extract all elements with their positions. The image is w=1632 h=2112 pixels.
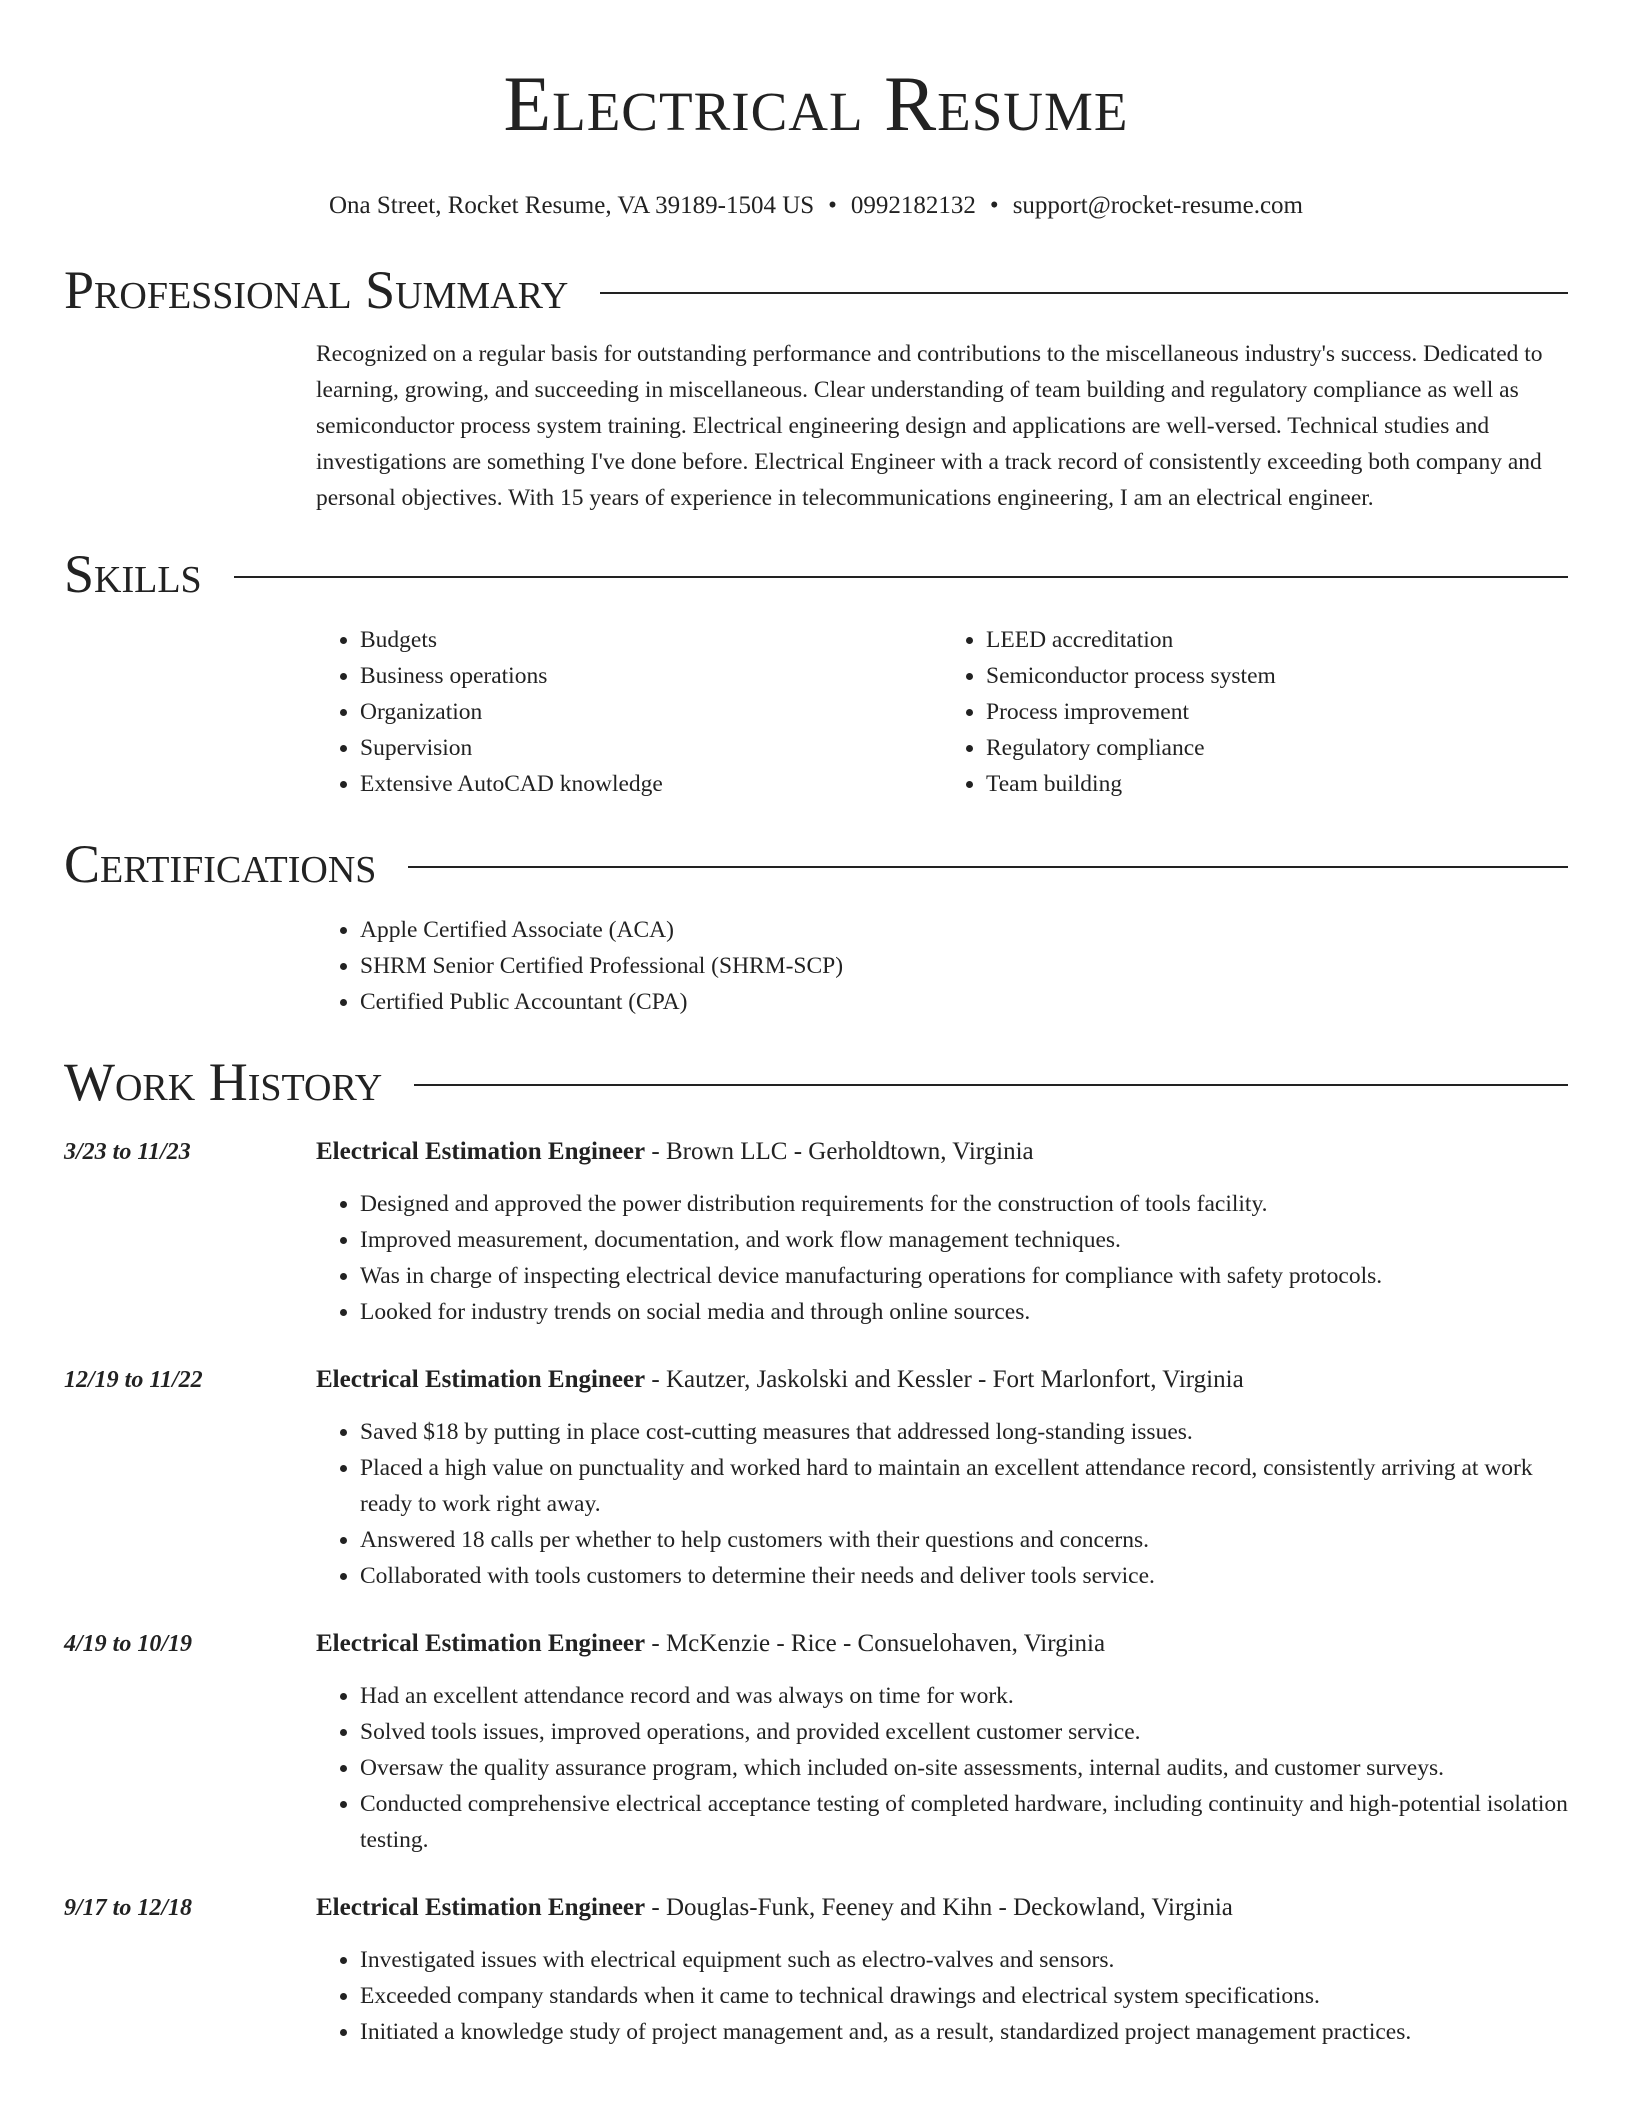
section-divider — [414, 1084, 1568, 1086]
contact-line — [64, 190, 1568, 222]
section-divider — [600, 292, 1568, 294]
summary-text: Recognized on a regular basis for outstanding performance and contributions to the miscellaneous industry's success. Dedicated to learning, growing, and succeeding in miscellaneous. Clear understanding of team building and regulatory compliance as well as semiconductor process system training. Electrical engineering design and applications are well-versed. Technical studies and investigations are something I've done before. Electrical Engineer with a track record of consistently exceeding both company and personal objectives. With 15 years of experience in telecommunications engineering, I am an electrical engineer. — [316, 341, 1543, 511]
skill-item: • Supervision — [360, 730, 942, 766]
section-divider — [234, 576, 1568, 578]
summary-section-header — [64, 258, 1568, 322]
work-section-header — [64, 1050, 1568, 1114]
job-bullet: • Exceeded company standards when it came to technical drawings and electrical system specifications. — [360, 1978, 1568, 2014]
skills-section-header — [64, 542, 1568, 606]
job-bullet: • Was in charge of inspecting electrical device manufacturing operations for compliance with safety protocols. — [360, 1258, 1568, 1294]
resume-name: Electrical Resume — [503, 60, 1129, 147]
job-bullet: • Improved measurement, documentation, and work flow management techniques. — [360, 1222, 1568, 1258]
job-bullet: • Conducted comprehensive electrical acceptance testing of completed hardware, including continuity and high-potential isolation testing. — [360, 1786, 1568, 1858]
contact-separator: • — [828, 192, 837, 219]
skill-item: • Regulatory compliance — [986, 730, 1568, 766]
skill-item: • Extensive AutoCAD knowledge — [360, 766, 942, 802]
job-title: Electrical Estimation Engineer — [316, 1138, 646, 1165]
skills-column-left — [316, 622, 942, 802]
skills-heading: Skills — [64, 544, 202, 604]
summary-section — [316, 336, 1568, 516]
job-bullets — [316, 1414, 1568, 1594]
job-title-line — [316, 1134, 1568, 1170]
job-title-line — [316, 1362, 1568, 1398]
job-bullet: • Saved $18 by putting in place cost-cutting measures that addressed long-standing issues. — [360, 1414, 1568, 1450]
job-title: Electrical Estimation Engineer — [316, 1630, 646, 1657]
skill-item: • LEED accreditation — [986, 622, 1568, 658]
certifications-list — [316, 912, 1568, 1020]
job-bullets — [316, 1678, 1568, 1858]
contact-address: Ona Street, Rocket Resume, VA 39189-1504 US — [329, 192, 815, 219]
job-bullet: • Designed and approved the power distribution requirements for the construction of tools facility. — [360, 1186, 1568, 1222]
contact-separator: • — [989, 192, 999, 219]
certifications-heading: Certifications — [64, 834, 377, 894]
skills-list — [316, 622, 1568, 802]
skill-item: • Organization — [360, 694, 942, 730]
job-entry — [64, 1626, 1568, 1858]
job-bullet: • Answered 18 calls per whether to help customers with their questions and concerns. — [360, 1522, 1568, 1558]
certification-item: • Certified Public Accountant (CPA) — [360, 984, 1568, 1020]
certification-item: • Apple Certified Associate (ACA) — [360, 912, 1568, 948]
job-company: - Brown LLC - Gerholdtown, Virginia — [645, 1138, 1034, 1165]
job-title-line — [316, 1890, 1568, 1926]
skill-item: • Business operations — [360, 658, 942, 694]
job-dates: 3/23 to 11/23 — [64, 1139, 191, 1165]
job-title-line — [316, 1626, 1568, 1662]
skill-item: • Semiconductor process system — [986, 658, 1568, 694]
job-entry — [64, 1362, 1568, 1594]
contact-phone: 0992182132 — [850, 192, 976, 219]
summary-heading: Professional Summary — [64, 260, 569, 320]
skill-item: • Process improvement — [986, 694, 1568, 730]
job-dates: 4/19 to 10/19 — [64, 1631, 193, 1657]
job-dates: 9/17 to 12/18 — [64, 1895, 193, 1921]
job-bullet: • Solved tools issues, improved operations, and provided excellent customer service. — [360, 1714, 1568, 1750]
job-bullet: • Looked for industry trends on social media and through online sources. — [360, 1294, 1568, 1330]
job-bullet: • Collaborated with tools customers to determine their needs and deliver tools service. — [360, 1558, 1568, 1594]
section-divider — [408, 866, 1568, 868]
job-bullets — [316, 1186, 1568, 1330]
job-company: - Douglas-Funk, Feeney and Kihn - Deckowland, Virginia — [645, 1894, 1233, 1921]
skill-item: • Budgets — [360, 622, 942, 658]
contact-email: support@rocket-resume.com — [1012, 192, 1303, 219]
job-bullet: • Investigated issues with electrical equipment such as electro-valves and sensors. — [360, 1942, 1568, 1978]
job-bullets — [316, 1942, 1568, 2050]
job-dates: 12/19 to 11/22 — [64, 1367, 203, 1393]
job-company: - McKenzie - Rice - Consuelohaven, Virginia — [645, 1630, 1106, 1657]
job-company: - Kautzer, Jaskolski and Kessler - Fort Marlonfort, Virginia — [645, 1366, 1244, 1393]
job-bullet: • Placed a high value on punctuality and worked hard to maintain an excellent attendance record, consistently arriving at work ready to work right away. — [360, 1450, 1568, 1522]
job-entry — [64, 1134, 1568, 1330]
job-entry — [64, 1890, 1568, 2050]
skills-column-right — [942, 622, 1568, 802]
skill-item: • Team building — [986, 766, 1568, 802]
work-heading: Work History — [64, 1052, 383, 1112]
certification-item: • SHRM Senior Certified Professional (SHRM-SCP) — [360, 948, 1568, 984]
certifications-section-header — [64, 832, 1568, 896]
job-bullet: • Oversaw the quality assurance program, which included on-site assessments, internal audits, and customer surveys. — [360, 1750, 1568, 1786]
job-bullet: • Had an excellent attendance record and was always on time for work. — [360, 1678, 1568, 1714]
job-bullet: • Initiated a knowledge study of project management and, as a result, standardized project management practices. — [360, 2014, 1568, 2050]
job-title: Electrical Estimation Engineer — [316, 1894, 646, 1921]
job-title: Electrical Estimation Engineer — [316, 1366, 646, 1393]
